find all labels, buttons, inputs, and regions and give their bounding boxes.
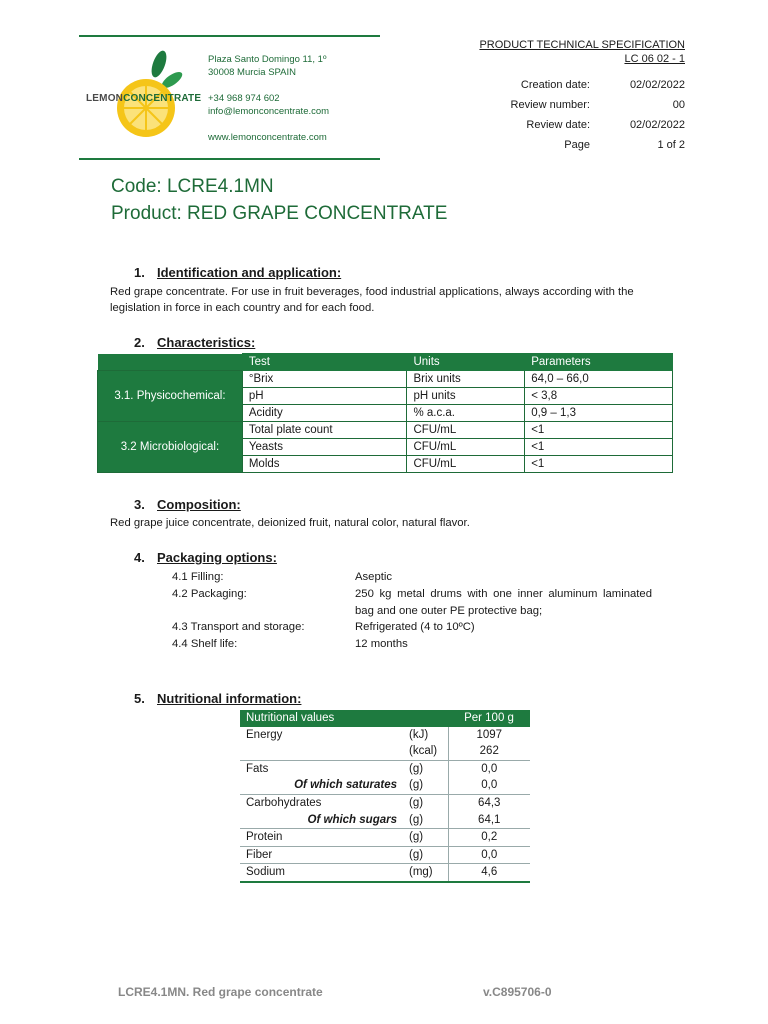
cell-value: 0,2 (448, 829, 530, 847)
email-link[interactable]: info@lemonconcentrate.com (208, 106, 330, 117)
doc-title: PRODUCT TECHNICAL SPECIFICATION (479, 39, 685, 51)
meta-label-page: Page (564, 139, 590, 151)
cell-test: pH (242, 388, 407, 405)
cell-test: Yeasts (242, 439, 407, 456)
cell-nutrient: Protein (240, 829, 403, 847)
meta-label-creation: Creation date: (520, 79, 590, 91)
table-row (240, 864, 530, 882)
cell-nutrient: Carbohydrates (246, 796, 322, 809)
cell-nutrient: Energy (246, 728, 283, 741)
cell-unit: (g) (403, 777, 448, 794)
address-line-1: Plaza Santo Domingo 11, 1º (208, 54, 327, 65)
product-name: Product: RED GRAPE CONCENTRATE (111, 203, 448, 224)
section-title: Characteristics: (157, 335, 256, 350)
cell-unit: (g) (409, 762, 424, 775)
cell-unit: (g) (409, 796, 424, 809)
product-code: Code: LCRE4.1MN (111, 176, 274, 197)
packaging-label-transport: 4.3 Transport and storage: (172, 621, 305, 633)
address-line-2: 30008 Murcia SPAIN (208, 67, 297, 78)
cell-test: Acidity (242, 405, 407, 422)
table-row (240, 829, 530, 847)
section-title: Nutritional information: (157, 691, 302, 706)
cell-unit: (kcal) (403, 743, 448, 760)
header-nutritional-values: Nutritional values (240, 710, 448, 727)
section-5-heading (134, 691, 301, 706)
header-test: Test (242, 354, 407, 371)
nutrition-table (240, 710, 530, 883)
cell-value: 0,0 (448, 846, 530, 864)
section-title: Identification and application: (157, 265, 342, 280)
section-3-text: Red grape juice concentrate, deionized fruit, natural color, natural flavor. (110, 517, 470, 529)
cell-unit: (g) (403, 846, 448, 864)
phone-number: +34 968 974 602 (208, 93, 280, 104)
packaging-value-filling: Aseptic (355, 571, 393, 583)
cell-value: 0,0 (448, 777, 530, 794)
section-2-heading (134, 335, 255, 350)
cell-units: CFU/mL (407, 422, 525, 439)
header-parameters: Parameters (525, 354, 673, 371)
section-1-text: Red grape concentrate. For use in fruit beverages, food industrial applications, always according with the legislation in force in each country and for each food. (110, 286, 634, 314)
meta-label-review-number: Review number: (510, 99, 590, 111)
table-row (240, 777, 530, 794)
cell-value: 64,1 (448, 812, 530, 829)
section-number: 5. (134, 691, 145, 706)
logo-text-concentrate: CONCENTRATE (123, 93, 202, 104)
table-header-row (98, 354, 673, 371)
doc-code: LC 06 02 - 1 (624, 53, 685, 65)
table-row (240, 760, 530, 777)
meta-label-review-date: Review date: (526, 119, 590, 131)
cell-param: < 3,8 (525, 388, 673, 405)
packaging-label-shelf-life: 4.4 Shelf life: (172, 638, 238, 650)
section-number: 2. (134, 335, 145, 350)
header-per-100g: Per 100 g (448, 710, 530, 727)
cell-nutrient: Fiber (240, 846, 403, 864)
packaging-value-transport: Refrigerated (4 to 10ºC) (355, 621, 475, 633)
table-row (240, 743, 530, 760)
group-microbiological: 3.2 Microbiological: (98, 422, 243, 473)
footer-product: LCRE4.1MN. Red grape concentrate (118, 985, 323, 999)
cell-unit: (kJ) (409, 728, 429, 741)
table-header-row (240, 710, 530, 727)
footer-version: v.C895706-0 (483, 985, 552, 999)
cell-units: % a.c.a. (407, 405, 525, 422)
section-number: 3. (134, 497, 145, 512)
cell-nutrient (240, 743, 403, 760)
cell-nutrient-sub: Of which sugars (240, 812, 403, 829)
cell-unit: (mg) (403, 864, 448, 882)
table-row (240, 846, 530, 864)
meta-value-review-date: 02/02/2022 (629, 119, 685, 131)
meta-value-page: 1 of 2 (657, 139, 685, 151)
packaging-label-packaging: 4.2 Packaging: (172, 588, 247, 600)
cell-value: 64,3 (448, 794, 530, 811)
section-3-heading (134, 497, 241, 512)
cell-unit: (g) (403, 829, 448, 847)
section-1-heading (134, 265, 341, 280)
logo-wordmark (86, 93, 201, 104)
cell-value: 0,0 (448, 760, 530, 777)
table-row (98, 422, 673, 439)
section-title: Composition: (157, 497, 241, 512)
cell-value: 1097 (448, 727, 530, 744)
cell-nutrient: Sodium (240, 864, 403, 882)
cell-nutrient-sub: Of which saturates (240, 777, 403, 794)
meta-value-creation: 02/02/2022 (629, 79, 685, 91)
cell-units: pH units (407, 388, 525, 405)
section-number: 4. (134, 550, 145, 565)
logo-text-lemon: LEMON (86, 93, 124, 104)
cell-value: 4,6 (448, 864, 530, 882)
table-row (240, 812, 530, 829)
cell-nutrient: Fats (246, 762, 269, 775)
cell-test: Molds (242, 456, 407, 473)
packaging-value-shelf-life: 12 months (355, 638, 408, 650)
cell-value: 262 (448, 743, 530, 760)
cell-units: CFU/mL (407, 439, 525, 456)
table-row (98, 371, 673, 388)
table-row (240, 727, 530, 744)
cell-units: CFU/mL (407, 456, 525, 473)
cell-param: 0,9 – 1,3 (525, 405, 673, 422)
table-corner (98, 354, 243, 371)
website-link[interactable]: www.lemonconcentrate.com (208, 132, 327, 143)
header-units: Units (407, 354, 525, 371)
packaging-value-packaging: 250 kg metal drums with one inner aluminum laminated bag and one outer PE protective bag; (355, 588, 652, 617)
header-top-rule (79, 35, 380, 37)
cell-param: 64,0 – 66,0 (525, 371, 673, 388)
cell-param: <1 (525, 439, 673, 456)
characteristics-table (97, 353, 673, 473)
section-title: Packaging options: (157, 550, 277, 565)
section-number: 1. (134, 265, 145, 280)
table-row (240, 794, 530, 811)
cell-param: <1 (525, 422, 673, 439)
packaging-label-filling: 4.1 Filling: (172, 571, 224, 583)
cell-unit: (g) (403, 812, 448, 829)
cell-test: Total plate count (242, 422, 407, 439)
cell-test: °Brix (242, 371, 407, 388)
group-physicochemical: 3.1. Physicochemical: (98, 371, 243, 422)
section-4-heading (134, 550, 277, 565)
cell-param: <1 (525, 456, 673, 473)
meta-value-review-number: 00 (672, 99, 685, 111)
cell-units: Brix units (407, 371, 525, 388)
header-bottom-rule (79, 158, 380, 160)
